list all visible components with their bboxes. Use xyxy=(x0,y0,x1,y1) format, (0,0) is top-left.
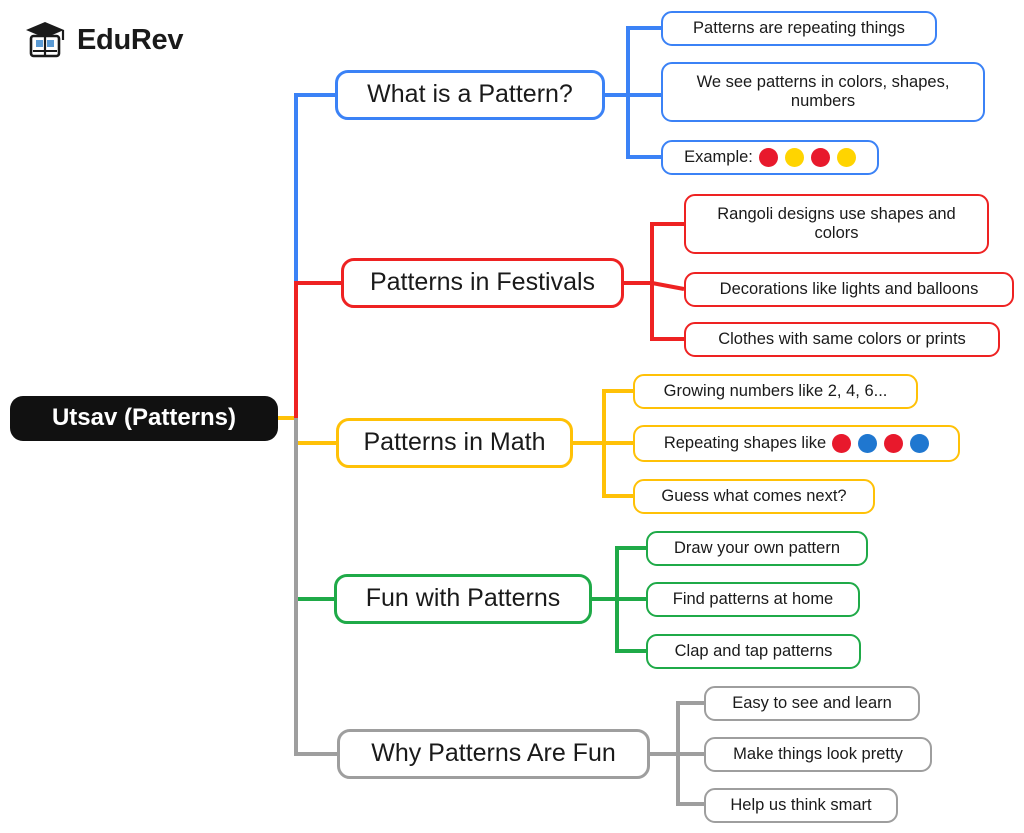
mindmap-root-node[interactable] xyxy=(10,396,278,441)
leaf-node[interactable] xyxy=(704,788,898,823)
branch-node-fun-with-patterns[interactable] xyxy=(334,574,592,624)
color-dot xyxy=(884,434,903,453)
leaf-node[interactable] xyxy=(684,194,989,254)
leaf-label: Easy to see and learn xyxy=(732,693,892,712)
leaf-label: Patterns are repeating things xyxy=(693,18,905,37)
branch-label: Why Patterns Are Fun xyxy=(371,739,616,768)
leaf-label: Rangoli designs use shapes and colors xyxy=(717,204,956,242)
leaf-node[interactable] xyxy=(646,582,860,617)
branch-node-why-patterns-are-fun[interactable] xyxy=(337,729,650,779)
branch-label: Fun with Patterns xyxy=(365,584,561,613)
brand-logo xyxy=(22,18,183,62)
root-label: Utsav (Patterns) xyxy=(51,404,237,432)
brand-name: EduRev xyxy=(77,23,184,56)
leaf-label: Guess what comes next? xyxy=(661,486,847,505)
leaf-label: Help us think smart xyxy=(730,795,872,814)
leaf-label: Clothes with same colors or prints xyxy=(718,329,966,348)
color-dot xyxy=(910,434,929,453)
color-dot xyxy=(811,148,830,167)
branch-label: What is a Pattern? xyxy=(367,80,573,109)
leaf-label: Growing numbers like 2, 4, 6... xyxy=(663,381,888,400)
branch-label: Patterns in Math xyxy=(363,428,546,457)
leaf-label: Find patterns at home xyxy=(672,589,834,608)
color-dot xyxy=(759,148,778,167)
leaf-node[interactable] xyxy=(661,140,879,175)
graduation-cap-book-icon xyxy=(22,18,68,62)
color-dot xyxy=(858,434,877,453)
color-dot-sequence xyxy=(832,434,929,453)
leaf-node[interactable] xyxy=(684,272,1014,307)
leaf-label: Clap and tap patterns xyxy=(674,641,833,660)
leaf-node[interactable] xyxy=(661,11,937,46)
color-dot xyxy=(785,148,804,167)
branch-node-patterns-in-math[interactable] xyxy=(336,418,573,468)
leaf-label: Draw your own pattern xyxy=(674,538,840,557)
leaf-label: Decorations like lights and balloons xyxy=(719,279,979,298)
leaf-node[interactable] xyxy=(633,374,918,409)
leaf-node[interactable] xyxy=(633,425,960,462)
color-dot xyxy=(837,148,856,167)
leaf-node[interactable] xyxy=(646,634,861,669)
leaf-node[interactable] xyxy=(704,686,920,721)
color-dot xyxy=(832,434,851,453)
leaf-node[interactable] xyxy=(661,62,985,122)
leaf-node[interactable] xyxy=(684,322,1000,357)
branch-node-patterns-in-festivals[interactable] xyxy=(341,258,624,308)
leaf-label: Repeating shapes like xyxy=(663,433,827,452)
color-dot-sequence xyxy=(759,148,856,167)
leaf-label: We see patterns in colors, shapes, numbers xyxy=(696,72,950,110)
branch-node-what-is-a-pattern[interactable] xyxy=(335,70,605,120)
leaf-node[interactable] xyxy=(633,479,875,514)
leaf-node[interactable] xyxy=(646,531,868,566)
leaf-label: Make things look pretty xyxy=(733,744,903,763)
leaf-node[interactable] xyxy=(704,737,932,772)
leaf-label: Example: xyxy=(684,147,753,166)
branch-label: Patterns in Festivals xyxy=(369,268,596,297)
